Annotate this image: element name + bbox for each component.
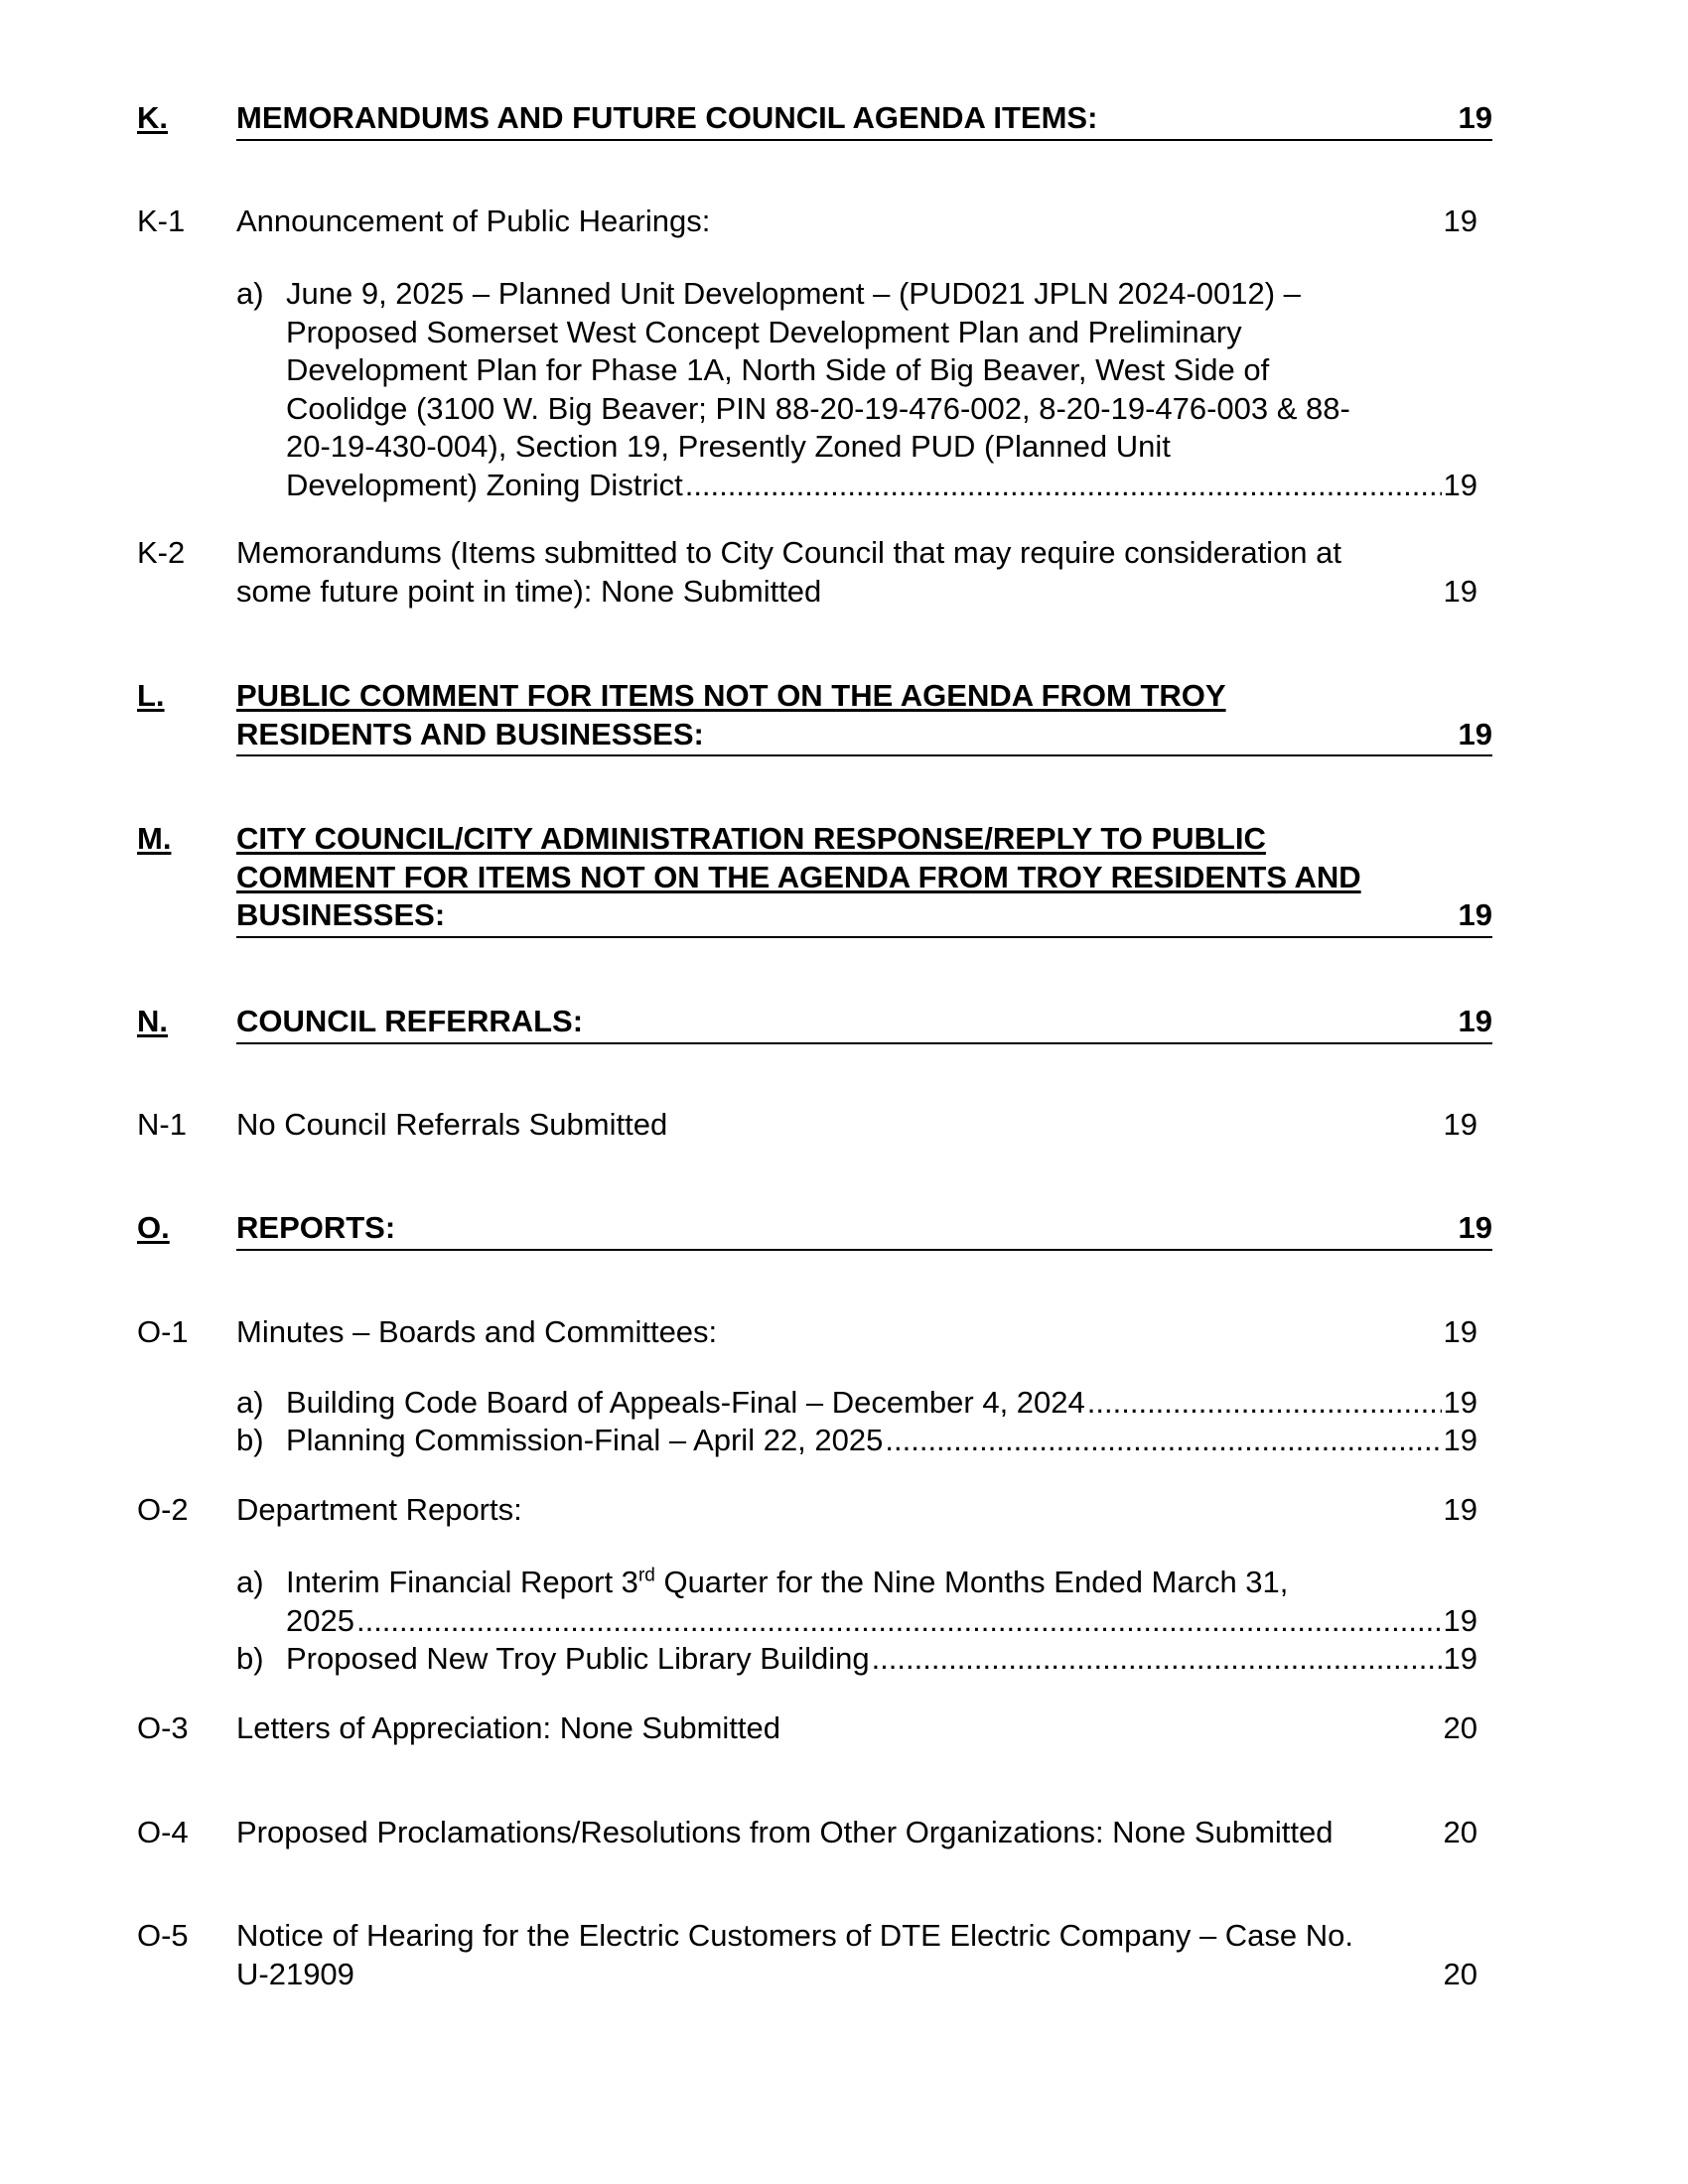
page-number: 19	[1443, 1314, 1477, 1349]
item-number: O-3	[137, 1710, 189, 1745]
sub-item-text: Building Code Board of Appeals-Final – December 4, 2024 ..... 19	[286, 1384, 1477, 1423]
item-text: Department Reports:	[236, 1492, 522, 1527]
page-number: 19	[1458, 1210, 1492, 1245]
item-number: O-4	[137, 1815, 189, 1849]
item-text: Proposed Proclamations/Resolutions from Other Organizations: None Submitted	[236, 1815, 1334, 1849]
section-l-heading	[137, 677, 1492, 756]
item-text: No Council Referrals Submitted	[236, 1107, 668, 1142]
page-number: 19	[1458, 100, 1492, 135]
page-number: 19	[1443, 1641, 1477, 1676]
sub-item-text: June 9, 2025 – Planned Unit Development – (PUD021 JPLN 2024-0012) – Proposed Somerset West Concept Development Plan and Preliminary Development Plan for Phase 1A, North Side of Big Beaver, West Side of Coolidge (3100 W. Big Beaver; PIN 88-20-19-476-002, 8-20-19-476-003 & 88- 20-19-430-004), Section 19, Presently Zoned PUD (Planned Unit Development) Zoning District ..... 19	[286, 275, 1477, 504]
item-text: Announcement of Public Hearings:	[236, 204, 711, 238]
section-title: PUBLIC COMMENT FOR ITEMS NOT ON THE AGENDA FROM TROY RESIDENTS AND BUSINESSES: 19	[236, 677, 1492, 756]
item-number: O-1	[137, 1314, 189, 1349]
page-number: 19	[1458, 897, 1492, 932]
dot-leader	[1087, 1384, 1442, 1423]
page-number: 19	[1443, 1423, 1477, 1457]
section-letter: L.	[137, 678, 165, 713]
sub-item-text: Interim Financial Report 3rd Quarter for the Nine Months Ended March 31, 2025 ..... 19	[286, 1564, 1477, 1640]
page-number: 19	[1443, 1602, 1477, 1638]
page-number: 20	[1443, 1956, 1477, 1991]
section-n-heading	[137, 1003, 1492, 1042]
dot-leader	[356, 1602, 1442, 1641]
page-number: 19	[1443, 467, 1477, 502]
page-number: 19	[1443, 1492, 1477, 1527]
sub-item-label: a)	[236, 276, 264, 311]
sub-item-label: a)	[236, 1565, 264, 1599]
item-text: Notice of Hearing for the Electric Customers of DTE Electric Company – Case No. U-21909	[236, 1918, 1354, 1991]
item-number: N-1	[137, 1107, 187, 1142]
dot-leader	[885, 1422, 1441, 1460]
item-number: K-1	[137, 204, 186, 238]
item-text: Memorandums (Items submitted to City Council that may require consideration at some future point in time): None Submitted	[236, 535, 1342, 609]
page-number: 19	[1443, 204, 1477, 238]
item-text: Minutes – Boards and Committees:	[236, 1314, 718, 1349]
item-number: O-5	[137, 1918, 189, 1953]
section-letter: N.	[137, 1004, 168, 1038]
page-number: 19	[1443, 1385, 1477, 1420]
section-title: REPORTS: 19	[236, 1209, 1492, 1251]
page-number: 19	[1458, 716, 1492, 751]
sub-item-label: a)	[236, 1385, 264, 1420]
sub-item-text: Proposed New Troy Public Library Building ..... 19	[286, 1640, 1477, 1679]
section-letter: K.	[137, 100, 168, 135]
item-number: O-2	[137, 1492, 189, 1527]
sub-item-text: Planning Commission-Final – April 22, 2025 ..... 19	[286, 1422, 1477, 1460]
section-letter: M.	[137, 821, 172, 856]
section-letter: O.	[137, 1210, 170, 1245]
dot-leader	[872, 1640, 1442, 1679]
sub-item-label: b)	[236, 1641, 264, 1676]
page-number: 19	[1458, 1004, 1492, 1038]
sub-item-label: b)	[236, 1423, 264, 1457]
page-number: 19	[1443, 1107, 1477, 1142]
page-number: 20	[1443, 1815, 1477, 1849]
section-o-heading	[137, 1209, 1492, 1249]
dot-leader	[685, 467, 1442, 505]
section-m-heading	[137, 820, 1492, 939]
section-title: CITY COUNCIL/CITY ADMINISTRATION RESPONSE/REPLY TO PUBLIC COMMENT FOR ITEMS NOT ON THE AGENDA FROM TROY RESIDENTS AND BUSINESSES: 19	[236, 820, 1492, 938]
section-title: MEMORANDUMS AND FUTURE COUNCIL AGENDA ITEMS: 19	[236, 99, 1492, 141]
page-number: 20	[1443, 1710, 1477, 1745]
section-title: COUNCIL REFERRALS: 19	[236, 1003, 1492, 1044]
item-text: Letters of Appreciation: None Submitted	[236, 1710, 780, 1745]
item-number: K-2	[137, 535, 186, 570]
page-number: 19	[1443, 573, 1477, 609]
section-k-heading	[137, 99, 1492, 139]
